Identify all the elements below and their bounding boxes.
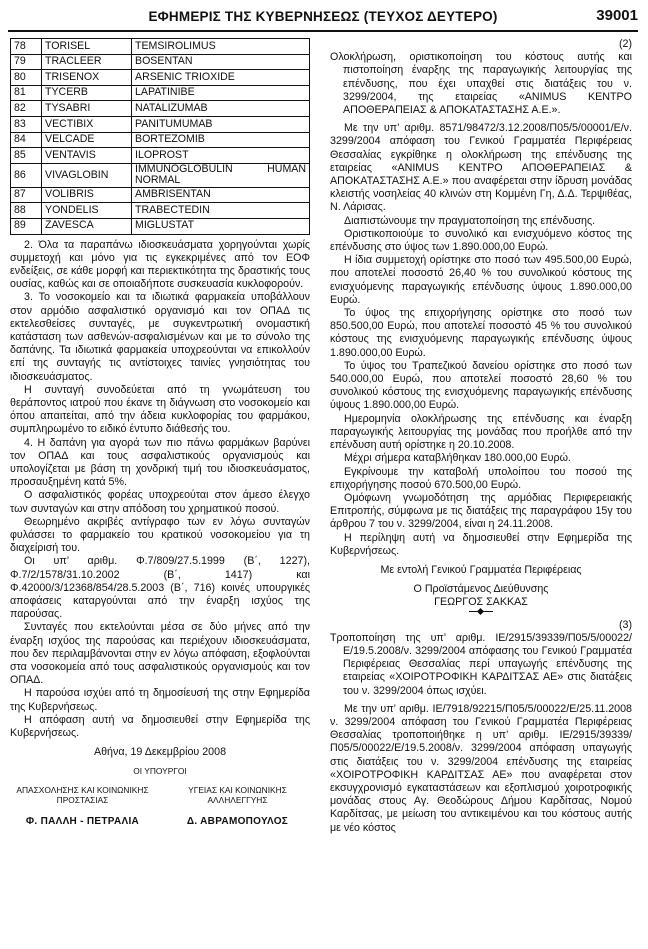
generic-name: PANITUMUMAB <box>132 116 310 132</box>
generic-name: TEMSIROLIMUS <box>132 39 310 55</box>
table-row <box>11 54 310 70</box>
row-number: 81 <box>11 85 42 101</box>
table-row <box>11 101 310 117</box>
table-row <box>11 39 310 55</box>
row-number: 80 <box>11 70 42 86</box>
brand-name: VENTAVIS <box>42 148 132 164</box>
row-number: 79 <box>11 54 42 70</box>
page-header <box>8 6 638 32</box>
brand-name: VELCADE <box>42 132 132 148</box>
table-row <box>11 187 310 203</box>
row-number: 82 <box>11 101 42 117</box>
paragraph: Το ύψος του Τραπεζικού δανείου ορίστηκε στο ποσό των 540.000,00 Ευρώ, που αποτελεί ποσοστό 28,60 % του συνολικού κόστους της ενισχυόμενης παραγωγικής επένδυσης ύψους 1.890.000,00 Ευρώ. <box>330 359 632 412</box>
brand-name: TRACLEER <box>42 54 132 70</box>
row-number: 83 <box>11 116 42 132</box>
minister2-name: Δ. ΑΒΡΑΜΟΠΟΥΛΟΣ <box>186 815 289 827</box>
row-number: 85 <box>11 148 42 164</box>
table-row <box>11 132 310 148</box>
table-row <box>11 116 310 132</box>
brand-name: VECTIBIX <box>42 116 132 132</box>
paragraph: 3. Το νοσοκομείο και τα ιδιωτικά φαρμακεία υποβάλλουν στον αρμόδιο ασφαλιστικό οργανισμό και τον ΟΠΑΔ τις εκτελεσθείσες συνταγές, με συγκεντρωτική ονομαστική κατάσταση των ασθενών-ασφαλισμένων και με το σύνολο της δαπάνης. Τα ιδιωτικά φαρμακεία υποχρεούνται να επικολλούν επί της συνταγής τις αντίστοιχες ταινίες γνησιότητας του ιδιοσκευάσματος. <box>10 291 310 383</box>
minister1-title: ΑΠΑΣΧΟΛΗΣΗΣ ΚΑΙ ΚΟΙΝΩΝΙΚΗΣ ΠΡΟΣΤΑΣΙΑΣ <box>16 784 149 805</box>
generic-name: TRABECTEDIN <box>132 203 310 219</box>
paragraph: Θεωρημένο ακριβές αντίγραφο των εν λόγω συνταγών φυλάσσει το φαρμακείο του κρατικού νοσοκομείου για τη διαχείρισή του. <box>10 515 310 555</box>
brand-name: TYCERB <box>42 85 132 101</box>
director-title: Ο Προϊστάμενος Διεύθυνσης <box>413 583 549 596</box>
paragraph: Η συνταγή συνοδεύεται από τη γνωμάτευση του θεράποντος ιατρού που έκανε τη διάγνωση στο νοσοκομείο και όπου απαιτείται, από την άδεια κυκλοφορίας του φαρμάκου, συμπληρωμένο το ειδικό έντυπο διάθεσής του. <box>10 383 310 436</box>
paragraph: Η περίληψη αυτή να δημοσιευθεί στην Εφημερίδα της Κυβερνήσεως. <box>330 531 632 557</box>
right-column <box>330 38 632 835</box>
generic-name: NATALIZUMAB <box>132 101 310 117</box>
generic-name: MIGLUSTAT <box>132 218 310 234</box>
paragraph: Η απόφαση αυτή να δημοσιευθεί στην Εφημερίδα της Κυβερνήσεως. <box>10 713 310 740</box>
table-row <box>11 218 310 234</box>
paragraph: Με την υπ’ αριθμ. ΙΕ/7918/92215/Π05/5/00022/Ε/25.11.2008 ν. 3299/2004 απόφαση του Γενικού Γραμματέα Περιφέρειας Θεσσαλίας τροποποιήθηκε η υπ’ αριθμ. ΙΕ/2915/39339/Π05/5/00022/Ε/19.5.2008/ν. 3299/2004 απόφαση υπαγωγής στις διατάξεις του ν. 3299/2004 επένδυσης της εταιρείας «ΧΟΙΡΟΤΡΟΦΙΚΗ ΚΑΡΔΙΤΣΑΣ ΑΕ» που αναφέρεται στον εκσυγχρονισμό εγκαταστάσεων και εξοπλισμού χοιροτροφικής μονάδας στους Αγ. Θεοδώρους Δήμου Καρδίτσας, Νομού Καρδίτσας, με μείωση του αντικειμένου και του κόστους αυτής με νέο κόστος <box>330 702 632 834</box>
minister2-title: ΥΓΕΙΑΣ ΚΑΙ ΚΟΙΝΩΝΙΚΗΣ ΑΛΛΗΛΕΓΓΥΗΣ <box>188 784 287 805</box>
paragraph: Με την υπ’ αριθμ. 8571/98472/3.12.2008/Π05/5/00001/Ε/ν. 3299/2004 απόφαση του Γενικού Γραμματέα Περιφέρειας Θεσσαλίας εγκρίθηκε η ολοκλήρωση της επένδυσης της εταιρείας «ΑΝΙΜUS ΚΕΝΤΡΟ ΑΠΟΘΕΡΑΠΕΙΑΣ & ΑΠΟΚΑΤΑΣΤΑΣΗΣ Α.Ε.» που αναφέρεται στην ίδρυση μονάδας κλειστής νοσηλείας 40 κλινών στη Κομμένη Γη, Δ.Δ. Τερψιθέας, Ν. Λάρισας. <box>330 122 632 214</box>
generic-name: ILOPROST <box>132 148 310 164</box>
generic-name: LAPATINIBE <box>132 85 310 101</box>
table-row <box>11 85 310 101</box>
left-column <box>10 38 310 828</box>
row-number: 86 <box>11 163 42 187</box>
paragraph: Εγκρίνουμε την καταβολή υπολοίπου του ποσού της επιχορήγησης ποσού 670.500,00 Ευρώ. <box>330 465 632 491</box>
generic-name: AMBRISENTAN <box>132 187 310 203</box>
section-number: (3) <box>618 618 632 631</box>
director-name: ΓΕΩΡΓΟΣ ΣΑΚΚΑΣ <box>434 596 528 609</box>
drug-table <box>10 38 310 235</box>
minister-names <box>10 815 310 828</box>
ministers-label: ΟΙ ΥΠΟΥΡΓΟΙ <box>133 766 187 777</box>
paragraph: Ο ασφαλιστικός φορέας υποχρεούται στον άμεσο έλεγχο των συνταγών και στην απόδοση του χρηματικού ποσού. <box>10 489 310 515</box>
section-number: (2) <box>618 38 632 50</box>
paragraph: Διαπιστώνουμε την πραγματοποίηση της επένδυσης. <box>344 214 596 227</box>
brand-name: TYSABRI <box>42 101 132 117</box>
gazette-title: ΕΦΗΜΕΡΙΣ ΤΗΣ ΚΥΒΕΡΝΗΣΕΩΣ (ΤΕΥΧΟΣ ΔΕΥΤΕΡΟ) <box>148 9 498 24</box>
minister1-name: Φ. ΠΑΛΛΗ - ΠΕΤΡΑΛΙΑ <box>25 815 140 827</box>
section-title: Τροποποίηση της υπ’ αριθμ. ΙΕ/2915/39339/Π05/5/00022/Ε/19.5.2008/ν. 3299/2004 απόφασης του Γενικού Γραμματέα Περιφέρειας Θεσσαλίας περί υπαγωγής επένδυσης της εταιρείας «ΧΟΙΡΟΤΡΟΦΙΚΗ ΚΑΡΔΙΤΣΑΣ ΑΕ» στις διατάξεις του ν. 3299/2004 όπως ισχύει. <box>330 631 632 697</box>
brand-name: VIVAGLOBIN <box>42 163 132 187</box>
row-number: 89 <box>11 218 42 234</box>
generic-name: IMMUNOGLOBULIN HUMAN NORMAL <box>132 163 310 187</box>
ornament-divider <box>469 611 493 612</box>
brand-name: YONDELIS <box>42 203 132 219</box>
brand-name: ZAVESCA <box>42 218 132 234</box>
paragraph: Οριστικοποιούμε το συνολικό και ενισχυόμενο κόστος της επένδυσης στο ύψος των 1.890.000,00 Ευρώ. <box>330 227 632 254</box>
paragraph: Ομόφωνη γνωμοδότηση της αρμόδιας Περιφερειακής Επιτροπής, σύμφωνα με τις διατάξεις της παραγράφου 15γ του άρθρου 7 του ν. 3299/2004, είναι η 24.11.2008. <box>330 491 632 531</box>
page-number: 39001 <box>596 7 638 24</box>
paragraph: Η ίδια συμμετοχή ορίστηκε στο ποσό των 495.500,00 Ευρώ, που αποτελεί ποσοστό 26,40 % του συνολικού κόστους της ενισχυόμενης παραγωγικής επένδυσης ύψους 1.890.000,00 Ευρώ. <box>330 254 632 306</box>
paragraph: Το ύψος της επιχορήγησης ορίστηκε στο ποσό των 850.500,00 Ευρώ, που αποτελεί ποσοστό 45 % του συνολικού κόστους της ενισχυόμενης παραγωγικής επένδυσης ύψους 1.890.000,00 Ευρώ. <box>330 307 632 359</box>
signing-date: Αθήνα, 19 Δεκεμβρίου 2008 <box>93 746 227 759</box>
paragraph: Ημερομηνία ολοκλήρωσης της επένδυσης και έναρξη παραγωγικής λειτουργίας της μονάδας που προήλθε από την επένδυση αυτή ορίστηκε η 20.10.2008. <box>330 412 632 452</box>
row-number: 87 <box>11 187 42 203</box>
paragraph: Συνταγές που εκτελούνται μέσα σε δύο μήνες από την έναρξη ισχύος της παρούσας και περιέχουν ιδιοσκευάσματα, που δεν περιλαμβάνονται στην εν λόγω απόφαση, εξοφλούνται στα νοσοκομεία από τους ασφαλιστικούς οργανισμούς και τον ΟΠΑΔ. <box>10 621 310 687</box>
brand-name: TORISEL <box>42 39 132 55</box>
paragraph: Μέχρι σήμερα καταβλήθηκαν 180.000,00 Ευρώ. <box>344 452 571 465</box>
brand-name: TRISENOX <box>42 70 132 86</box>
row-number: 88 <box>11 203 42 219</box>
generic-name: BOSENTAN <box>132 54 310 70</box>
paragraph: 2. Όλα τα παραπάνω ιδιοσκευάσματα χορηγούνται χωρίς συμμετοχή και μόνο για τις εγκεκριμένες από τον ΕΟΦ ενδείξεις, σε κάθε μορφή και περιεκτικότητα της δραστικής τους ουσίας, καθώς και σε οποιαδήποτε συσκευασία κυκλοφορούν. <box>10 238 310 291</box>
brand-name: VOLIBRIS <box>42 187 132 203</box>
row-number: 78 <box>11 39 42 55</box>
table-row <box>11 148 310 164</box>
generic-name: BORTEZOMIB <box>132 132 310 148</box>
minister-titles <box>10 785 310 805</box>
section-title: Ολοκλήρωση, οριστικοποίηση του κόστους αυτής και πιστοποίηση έναρξης της παραγωγικής λειτουργίας της επένδυσης, που έχει υπαχθεί στις διατάξεις του ν. 3299/2004, της εταιρείας «ΑΝΙΜUS ΚΕΝΤΡΟ ΑΠΟΘΕΡΑΠΕΙΑΣ & ΑΠΟΚΑΤΑΣΤΑΣΗΣ Α.Ε.». <box>330 51 632 117</box>
order-line: Με εντολή Γενικού Γραμματέα Περιφέρειας <box>380 563 582 576</box>
paragraph: Η παρούσα ισχύει από τη δημοσίευσή της στην Εφημερίδα της Κυβερνήσεως. <box>10 687 310 713</box>
paragraph: 4. Η δαπάνη για αγορά των πιο πάνω φαρμάκων βαρύνει τον ΟΠΑΔ και τους ασφαλιστικούς οργανισμούς και υπολογίζεται με βάση τη χονδρική τιμή του ιδιοσκευάσματος, προσαυξημένη κατά 5%. <box>10 436 310 489</box>
row-number: 84 <box>11 132 42 148</box>
paragraph: Οι υπ’ αριθμ. Φ.7/809/27.5.1999 (Β΄, 1227), Φ.7/2/1578/31.10.2002 (Β΄, 1417) και Φ.42000/3/12368/854/28.5.2003 (Β΄, 716) κοινές υπουργικές αποφάσεις καταργούνται από την έναρξη ισχύος της παρούσας. <box>10 555 310 621</box>
table-row <box>11 203 310 219</box>
table-row <box>11 70 310 86</box>
generic-name: ARSENIC TRIOXIDE <box>132 70 310 86</box>
table-row <box>11 163 310 187</box>
